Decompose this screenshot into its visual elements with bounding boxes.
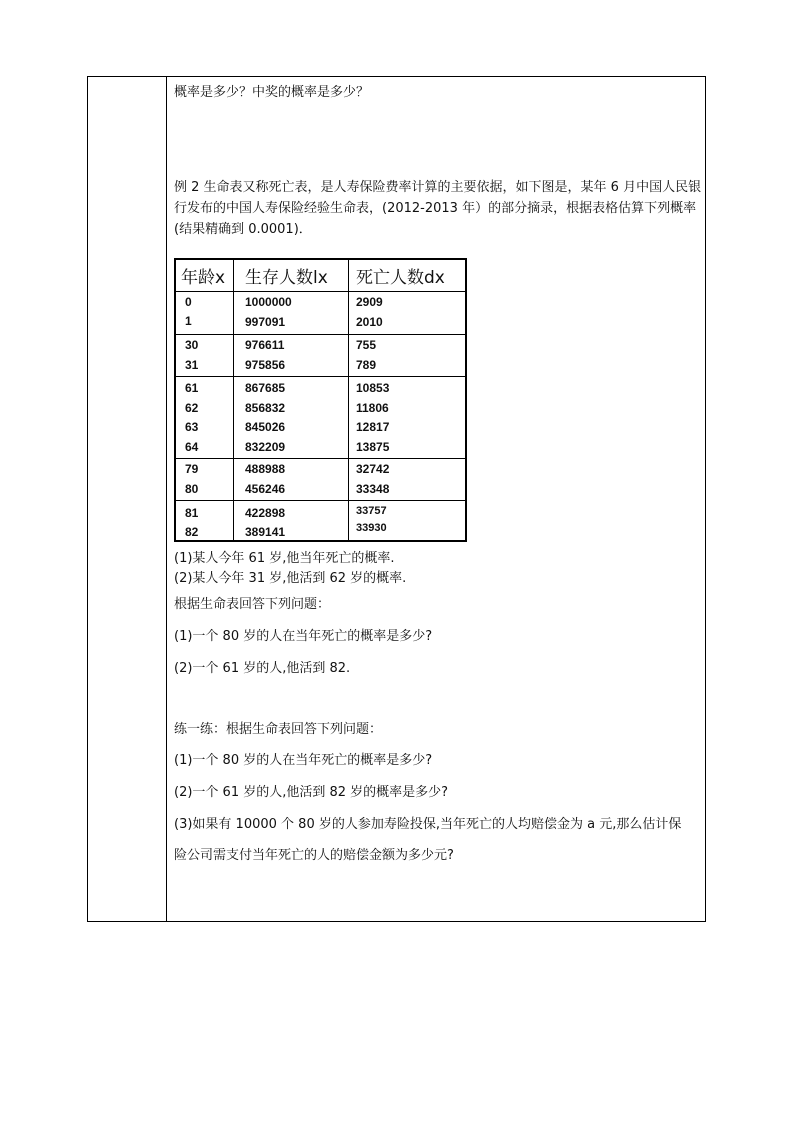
dx-cell: 33348 [356, 482, 390, 496]
practice-question-1: (1)一个 80 岁的人在当年死亡的概率是多少? [174, 753, 433, 768]
age-cell: 81 [185, 506, 199, 520]
dx-cell: 33757 [356, 505, 387, 517]
lx-cell: 867685 [245, 381, 286, 395]
dx-cell: 11806 [356, 401, 389, 415]
age-cell: 63 [185, 420, 199, 434]
dx-cell: 13875 [356, 440, 390, 454]
top-line-text: 概率是多少？中奖的概率是多少？ [174, 85, 370, 100]
age-cell: 80 [185, 482, 199, 496]
age-cell: 0 [185, 295, 192, 309]
lx-cell: 456246 [245, 482, 286, 496]
column-divider [166, 76, 167, 922]
age-cell: 61 [185, 381, 199, 395]
life-table-rule [176, 458, 465, 459]
age-cell: 82 [185, 525, 199, 539]
life-table-divider [348, 260, 349, 540]
lx-cell: 845026 [245, 420, 286, 434]
life-table-rule [176, 291, 465, 292]
practice-title: 练一练：根据生命表回答下列问题： [174, 722, 383, 737]
lx-cell: 856832 [245, 401, 286, 415]
answer-question-1: (1)一个 80 岁的人在当年死亡的概率是多少? [174, 629, 433, 644]
practice-question-3-line-2: 险公司需支付当年死亡的人的赔偿金额为多少元? [174, 848, 454, 863]
age-cell: 62 [185, 401, 199, 415]
lx-cell: 389141 [245, 525, 286, 539]
dx-cell: 32742 [356, 462, 390, 476]
lx-cell: 422898 [245, 506, 286, 520]
life-table [174, 258, 467, 542]
lx-cell: 488988 [245, 462, 286, 476]
dx-cell: 33930 [356, 522, 387, 534]
question-1: (1)某人今年 61 岁,他当年死亡的概率. [174, 551, 395, 566]
dx-cell: 10853 [356, 381, 390, 395]
life-table-rule [176, 334, 465, 335]
lx-cell: 975856 [245, 358, 286, 372]
lx-cell: 997091 [245, 315, 286, 329]
age-cell: 1 [185, 314, 192, 328]
age-cell: 79 [185, 462, 199, 476]
life-table-divider [233, 260, 234, 540]
practice-question-2: (2)一个 61 岁的人,他活到 82 岁的概率是多少? [174, 785, 449, 800]
life-table-rule [176, 376, 465, 377]
life-table-rule [176, 500, 465, 501]
lx-cell: 1000000 [245, 295, 292, 309]
header-age: 年龄x [181, 268, 226, 288]
lx-cell: 976611 [245, 338, 285, 352]
question-2: (2)某人今年 31 岁,他活到 62 岁的概率. [174, 571, 407, 586]
dx-cell: 12817 [356, 420, 390, 434]
dx-cell: 2010 [356, 315, 383, 329]
example-2-text: 例 2 生命表又称死亡表，是人寿保险费率计算的主要依据，如下图是，某年 6 月中国人民银行发布的中国人寿保险经验生命表，(2012-2013 年）的部分摘录，根据表格估算下列概率(结果精确到 0.0001)． [174, 180, 702, 237]
practice-question-3-line-1: (3)如果有 10000 个 80 岁的人参加寿险投保,当年死亡的人均赔偿金为 a 元,那么估计保 [174, 817, 682, 832]
age-cell: 64 [185, 440, 199, 454]
dx-cell: 755 [356, 338, 377, 352]
age-cell: 31 [185, 358, 199, 372]
header-deaths: 死亡人数dx [356, 268, 445, 288]
dx-cell: 789 [356, 358, 377, 372]
answer-question-2: (2)一个 61 岁的人,他活到 82. [174, 661, 351, 676]
answer-intro: 根据生命表回答下列问题： [174, 597, 331, 612]
age-cell: 30 [185, 338, 199, 352]
dx-cell: 2909 [356, 295, 383, 309]
lx-cell: 832209 [245, 440, 286, 454]
header-survivors: 生存人数lx [245, 268, 328, 288]
